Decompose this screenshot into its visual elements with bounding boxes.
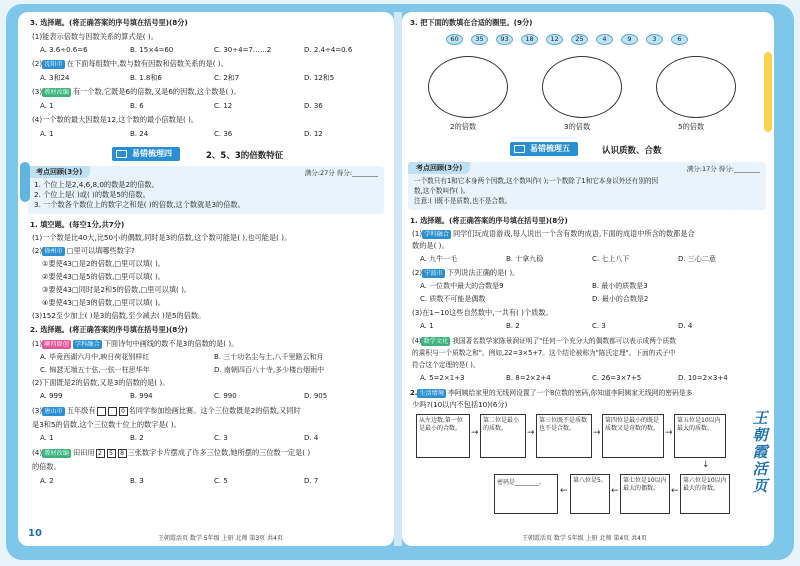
part-1-title: 1. 选择题。(将正确答案的序号填在括号里)(8分): [410, 216, 568, 225]
option: A. 3和24: [40, 74, 70, 82]
arrow-right-icon: →: [593, 428, 601, 438]
option: D. 7: [304, 477, 319, 485]
option: B. 2: [506, 322, 520, 330]
book-icon: [514, 145, 525, 153]
fill-2c: ③要使43□同时是2和5的倍数,□里可以填( )。: [42, 285, 192, 294]
number-ball: 4: [596, 34, 613, 45]
arrow-left-icon: ←: [560, 486, 568, 496]
option: B. 十拿九稳: [506, 255, 544, 263]
option: D. 4: [678, 322, 693, 330]
choice-4-cont: 的倍数。: [32, 462, 61, 471]
choice-2: (2)下面既是2的倍数,又是3的倍数的是( )。: [32, 378, 170, 387]
option: B. 6: [130, 102, 144, 110]
arrow-right-icon: →: [471, 428, 479, 438]
footer: 王朝霞活页 数学 5年级 上册 北师 第3页 共4页: [158, 535, 283, 542]
question-3-title: 3. 把下面的数填在合适的圈里。(9分): [410, 18, 533, 27]
blank-box: [97, 407, 106, 416]
digit-card: 2: [96, 449, 105, 458]
option: D. 36: [304, 102, 323, 110]
brand-logo: 王朝霞活页: [752, 409, 768, 495]
option: B. 最小的质数是3: [592, 282, 648, 290]
option: B. 2: [130, 434, 144, 442]
circle-label: 5的倍数: [678, 122, 705, 131]
kaodian-line: 注意:( )既不是质数,也不是合数。: [414, 197, 512, 205]
number-ball: 25: [571, 34, 588, 45]
book-icon: [116, 150, 127, 158]
number-ball: 93: [496, 34, 513, 45]
password-box: 密码是________。: [494, 474, 558, 514]
question-3-title: 3. 选择题。(将正确答案的序号填在括号里)(8分): [30, 18, 188, 27]
option: D. 905: [304, 392, 328, 400]
question-3-1: (1)能表示倍数与因数关系的算式是( )。: [32, 32, 158, 41]
side-tab: [20, 162, 30, 202]
choice-1: (1) 聊四原创 学科融合 下面诗句中画线的数不是3的倍数的是( )。: [32, 339, 239, 348]
option: A. 毕竟西湖六月中,映日荷花别样红: [40, 353, 150, 361]
arrow-down-icon: ↓: [702, 460, 710, 470]
arrow-right-icon: →: [665, 428, 673, 438]
option: C. 12: [214, 102, 233, 110]
flow-step: 第七位是10以内最大的偶数。: [620, 474, 670, 514]
kaodian-line: 1. 个位上是2,4,6,8,0的数是2的倍数。: [34, 180, 159, 189]
fill-2b: ②要使43□是5的倍数,□里可以填( )。: [42, 272, 165, 281]
score-line: 满分:27分 得分:________: [304, 169, 378, 177]
option: A. 5=2×1+3: [420, 374, 465, 382]
option: C. 质数不可能是偶数: [420, 295, 486, 303]
option: C. 26=3×7+5: [592, 374, 642, 382]
flow-step: 第四位是最小的既是质数又是奇数的数。: [602, 414, 664, 458]
option: A. 1: [40, 130, 54, 138]
option: B. 15×4=60: [130, 46, 174, 54]
choice-3-cont: 是3和5的倍数,这个三位数十位上的数字是( )。: [32, 420, 181, 429]
kaodian-line: 3. 一个数各个数位上的数字之和是( )的倍数,这个数就是3的倍数。: [34, 200, 245, 209]
tag-badge: 聊四原创: [44, 341, 69, 348]
arrow-left-icon: ←: [671, 486, 679, 496]
circle-label: 3的倍数: [564, 122, 591, 131]
option: A. 一位数中最大的合数是9: [420, 282, 504, 290]
region-badge: 沈阳市: [44, 61, 63, 68]
digit-card: 8: [118, 449, 127, 458]
number-ball: 60: [446, 34, 463, 45]
footer: 王朝霞活页 数学 5年级 上册 北师 第4页 共4页: [522, 535, 647, 542]
option: D. 12: [304, 130, 323, 138]
score-line: 满分:17分 得分:________: [686, 165, 760, 173]
number-ball: 18: [521, 34, 538, 45]
option: D. 10=2×3+4: [678, 374, 728, 382]
region-badge: 唐山市: [44, 408, 63, 415]
section-4-label: 易错梳理四: [112, 147, 180, 161]
number-ball: 6: [671, 34, 688, 45]
page-number: 10: [28, 528, 42, 539]
option: D. 2.4÷4=0.6: [304, 46, 353, 54]
option: B. 994: [130, 392, 153, 400]
number-ball: 12: [546, 34, 563, 45]
arrow-right-icon: →: [527, 428, 535, 438]
kaodian-box: [408, 162, 766, 210]
choice-4: (4) 教材改编 田田用 2 5 8 三张数字卡片摆成了许多三位数,她所摆的三位数一定是( ): [32, 448, 311, 457]
choice-3: (3) 唐山市 五年级有 0 名同学参加绘画比赛。这个三位数既是2的倍数,又同时: [32, 406, 301, 415]
option: A. 3.6÷0.6=6: [40, 46, 88, 54]
part-2-cont: 少吗?(10以内不包括10)(6分): [412, 400, 508, 409]
kaodian-head: 考点回顾(3分): [28, 166, 90, 178]
flow-step: 从左边数,第一位是最小的合数。: [416, 414, 470, 458]
tag-badge: 学科融合: [424, 231, 449, 238]
option: C. 5: [214, 477, 228, 485]
kaodian-line: 一个数只有1和它本身两个因数,这个数叫作( );一个数除了1和它本身以外还有别的因: [414, 177, 659, 185]
number-ball: 35: [471, 34, 488, 45]
number-ball: 9: [621, 34, 638, 45]
tag-badge: 教材改编: [44, 89, 69, 96]
option: C. 2和7: [214, 74, 240, 82]
flow-step: 第三位既不是质数也不是合数。: [536, 414, 592, 458]
option: B. 三十功名尘与土,八千里路云和月: [214, 353, 324, 361]
arrow-left-icon: ←: [611, 486, 619, 496]
flow-step: 第六位是10以内最大的奇数。: [680, 474, 730, 514]
digit-card: 5: [107, 449, 116, 458]
option: D. 南朝四百八十寺,多少楼台烟雨中: [214, 366, 325, 374]
option: A. 2: [40, 477, 54, 485]
option: A. 九牛一毛: [420, 255, 458, 263]
choice-1-cont: 数的是( )。: [412, 241, 449, 250]
kaodian-head: 考点回顾(3分): [408, 162, 470, 174]
option: D. 最小的合数是2: [592, 295, 649, 303]
option: A. 1: [40, 102, 54, 110]
fill-3: (3)152至少加上( )是3的倍数,至少减去( )是5的倍数。: [32, 311, 206, 320]
number-ball: 3: [646, 34, 663, 45]
fill-2: (2) 徐州市 □里可以填哪些数字?: [32, 246, 135, 255]
right-page: [402, 12, 774, 546]
option: C. 36: [214, 130, 233, 138]
region-badge: 宁波市: [424, 270, 443, 277]
option: C. 990: [214, 392, 237, 400]
choice-4: (4) 数学文化 我国著名数学家陈景润证明了"任何一个充分大的偶数都可以表示成两个质数: [412, 337, 676, 345]
choice-1: (1) 学科融合 同学们玩成语游戏,每人说出一个含有数的成语,下面的成语中所含的数都是合: [412, 229, 695, 238]
choice-4-cont: 的乘积与一个质数之和"。例如,22=3×5+7。这个结论被称为"陈氏定理"。下面的式子中: [412, 349, 676, 357]
tag-badge: 教材改编: [44, 450, 69, 457]
fill-1: (1)一个数是比40大,比50小的偶数,同时是3的倍数,这个数可能是( ),也可能是( )。: [32, 233, 292, 242]
part-2-title: 2. 生活情境 李阿姨给家里的无线网设置了一个8位数的密码,你知道李阿姨家无线网的密码是多: [410, 389, 693, 397]
option: A. 1: [420, 322, 434, 330]
fill-2a: ①要使43□是2的倍数,□里可以填( )。: [42, 259, 165, 268]
option: D. 4: [304, 434, 319, 442]
part-2-title: 2. 选择题。(将正确答案的序号填在括号里)(8分): [30, 325, 188, 334]
option: B. 3: [130, 477, 144, 485]
region-badge: 徐州市: [44, 248, 63, 255]
tag-badge: 学科融合: [74, 341, 100, 348]
option: C. 锦瑟无端五十弦,一弦一柱思华年: [40, 366, 150, 374]
option: D. 12和5: [304, 74, 335, 82]
option: D. 三心二意: [678, 255, 716, 263]
fill-2d: ④要使43□是3的倍数,□里可以填( )。: [42, 298, 165, 307]
kaodian-box: [28, 166, 384, 214]
option: C. 30÷4=7……2: [214, 46, 272, 54]
circle-5-multiples: [656, 56, 736, 118]
question-3-2: (2) 沈阳市 在下面每组数中,数与数有因数和倍数关系的是( )。: [32, 59, 228, 68]
circle-2-multiples: [428, 56, 508, 118]
flow-step: 第八位是5。: [570, 474, 610, 514]
side-tab: [764, 52, 772, 132]
blank-box: [108, 407, 117, 416]
part-1-title: 1. 填空题。(每空1分,共7分): [30, 220, 125, 229]
section-5-label: 易错梳理五: [510, 142, 578, 156]
option: C. 3: [214, 434, 228, 442]
question-3-4: (4)一个数的最大因数是12,这个数的最小倍数是( )。: [32, 115, 199, 124]
digit-box: 0: [119, 407, 128, 416]
option: B. 8=2×2+4: [506, 374, 551, 382]
option: C. 3: [592, 322, 606, 330]
choice-3: (3)在1~10这些自然数中,一共有( )个质数。: [412, 308, 553, 317]
option: B. 24: [130, 130, 149, 138]
section-5-title: 认识质数、合数: [602, 146, 662, 156]
option: C. 七上八下: [592, 255, 630, 263]
option: B. 1.8和6: [130, 74, 162, 82]
kaodian-line: 2. 个位上是( )或( )的数是5的倍数。: [34, 190, 150, 199]
circle-label: 2的倍数: [450, 122, 477, 131]
binding-strip: [394, 12, 402, 546]
choice-4-cont: 符合这个定理的是( )。: [412, 361, 480, 369]
section-4-title: 2、5、3的倍数特征: [206, 151, 284, 161]
flow-step: 第二位是最小的质数。: [480, 414, 526, 458]
choice-2: (2) 宁波市 下列说法正确的是( )。: [412, 268, 520, 277]
tag-badge: 数学文化: [423, 338, 449, 345]
option: A. 999: [40, 392, 63, 400]
left-page: [18, 12, 394, 546]
option: A. 1: [40, 434, 54, 442]
circle-3-multiples: [542, 56, 622, 118]
kaodian-line: 数,这个数叫作( )。: [414, 187, 470, 195]
tag-badge: 生活情境: [419, 390, 445, 397]
flow-step: 第五位是10以内最大的质数。: [674, 414, 726, 458]
question-3-3: (3) 教材改编 有一个数,它既是6的倍数,又是6的因数,这个数是( )。: [32, 87, 241, 96]
